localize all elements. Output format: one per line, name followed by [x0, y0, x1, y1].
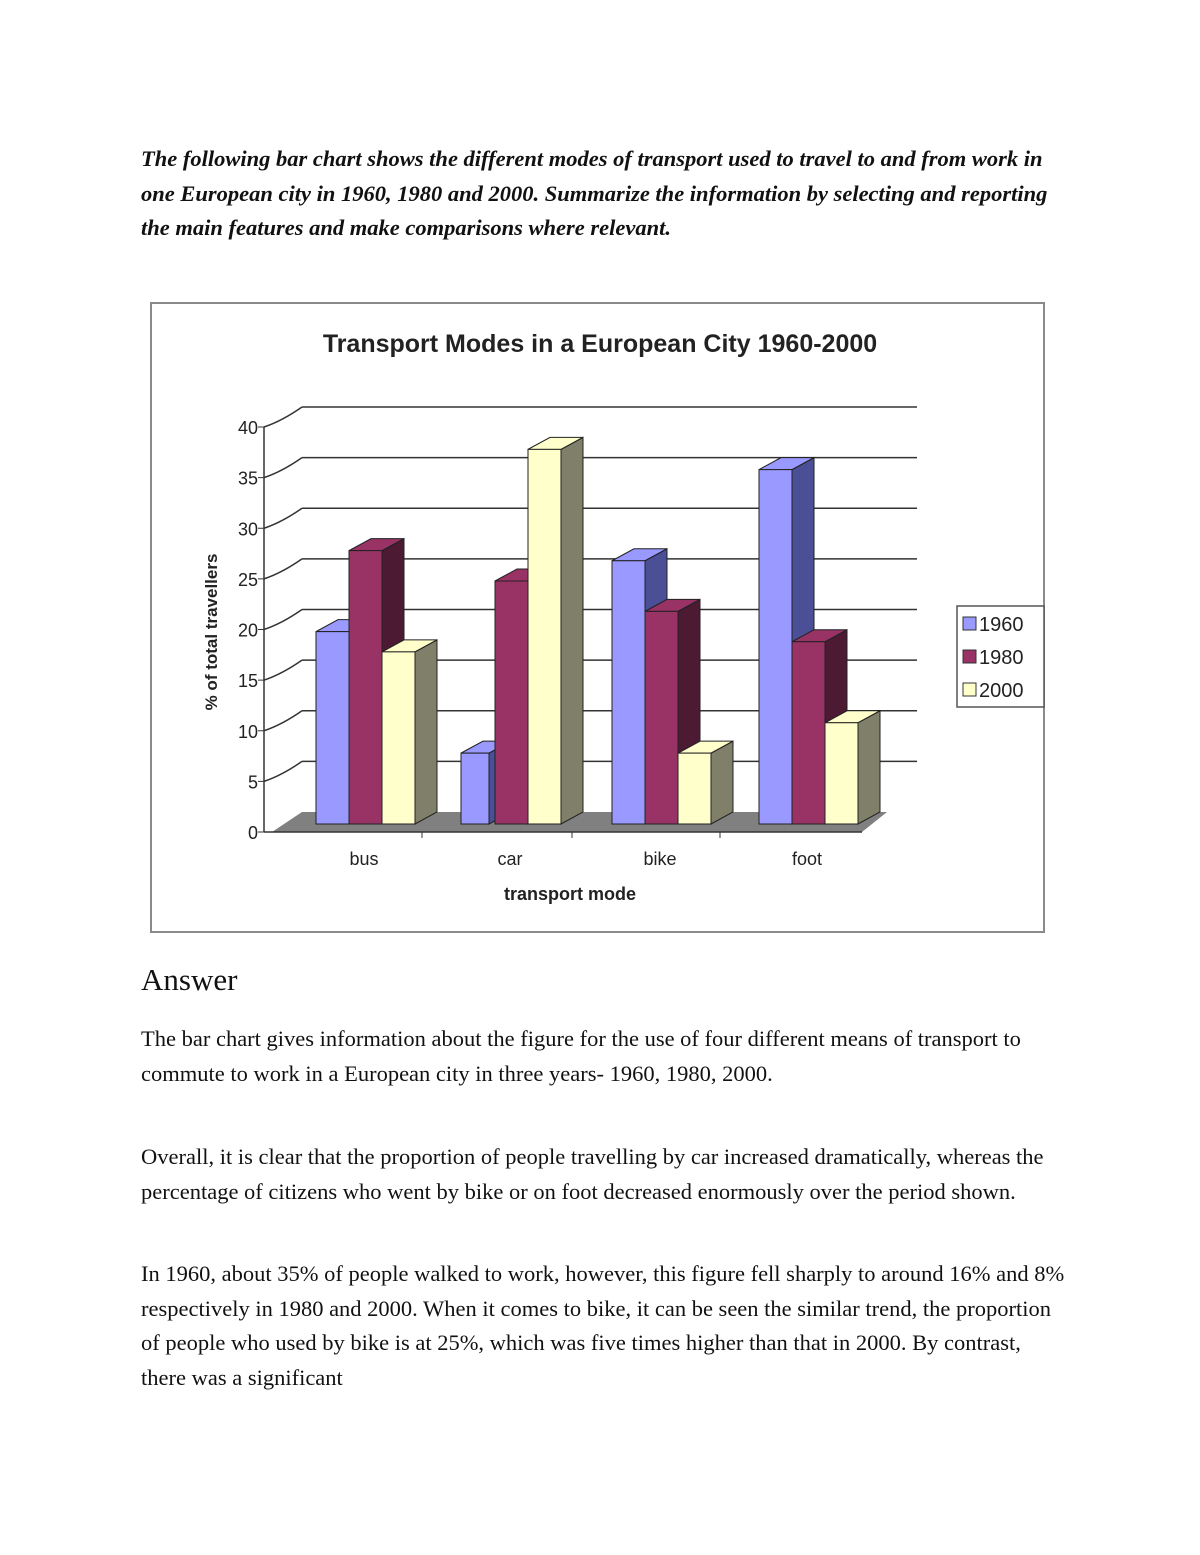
x-tick-label-car: car	[497, 849, 523, 869]
gridline-depth	[264, 407, 302, 427]
x-tick-label-bike: bike	[643, 849, 677, 869]
bar-front	[759, 470, 792, 824]
chart-title: Transport Modes in a European City 1960-2000	[322, 330, 878, 358]
legend-label-2000: 2000	[979, 680, 1024, 702]
bar-side	[415, 640, 437, 824]
bar-front	[349, 551, 382, 824]
bar-front	[645, 611, 678, 824]
question-prompt: The following bar chart shows the different modes of transport used to travel to and from work in one European city in 1960, 1980 and 2000. Summarize the information by selecting and reporting the main features and make comparisons where relevant.	[141, 146, 1048, 240]
y-tick-label: 0	[247, 823, 258, 843]
bar-side	[561, 437, 583, 824]
x-tick-label-bus: bus	[349, 849, 379, 869]
legend-label-1980: 1980	[979, 647, 1024, 669]
bar-chart	[150, 302, 1045, 933]
y-tick-label: 20	[237, 620, 258, 641]
legend-label-1960: 1960	[979, 614, 1024, 636]
bar-bus-2000	[382, 640, 437, 824]
bar-front	[316, 632, 349, 824]
gridline-depth	[264, 761, 302, 781]
answer-heading: Answer	[141, 962, 238, 997]
y-tick-label: 15	[237, 671, 258, 692]
legend-swatch-2000	[963, 683, 976, 696]
bar-front	[382, 652, 415, 824]
bar-front	[495, 581, 528, 824]
bar-bike-2000	[678, 741, 733, 824]
bar-car-2000	[528, 437, 583, 824]
bar-front	[461, 753, 489, 824]
gridline-depth	[264, 610, 302, 630]
bar-front	[825, 723, 858, 824]
y-tick-label: 30	[237, 519, 258, 540]
y-axis-label: % of total travellers	[202, 553, 221, 711]
y-tick-label: 40	[237, 418, 258, 438]
paragraph-intro: The bar chart gives information about the figure for the use of four different means of transport to commute to work in a European city in three years- 1960, 1980, 2000.	[141, 1026, 1021, 1086]
gridline-depth	[264, 458, 302, 478]
legend-swatch-1960	[963, 617, 976, 630]
y-tick-label: 35	[237, 468, 258, 489]
bar-front	[612, 561, 645, 824]
paragraph-overview: Overall, it is clear that the proportion of people travelling by car increased dramatically, whereas the percentage of citizens who went by bike or on foot decreased enormously over the period shown.	[141, 1144, 1044, 1204]
legend	[957, 606, 1044, 707]
y-tick-label: 25	[237, 569, 258, 590]
bar-front	[528, 449, 561, 824]
bar-side	[858, 711, 880, 824]
legend-swatch-1980	[963, 650, 976, 663]
paragraph-details: In 1960, about 35% of people walked to work, however, this figure fell sharply to around 16% and 8% respectively in 1980 and 2000. When it comes to bike, it can be seen the similar trend, the proportion of people who used by bike is at 25%, which was five times higher than that in 2000. By contrast, there was a significant	[141, 1261, 1065, 1390]
gridline-depth	[264, 508, 302, 528]
y-tick-label: 10	[237, 721, 258, 742]
bar-side	[711, 741, 733, 824]
bar-front	[678, 753, 711, 824]
x-tick-label-foot: foot	[791, 849, 823, 869]
gridline-depth	[264, 711, 302, 731]
y-tick-label: 5	[247, 772, 258, 793]
gridline-depth	[264, 559, 302, 579]
bar-foot-2000	[825, 711, 880, 824]
x-axis-label: transport mode	[503, 884, 637, 904]
gridline-depth	[264, 660, 302, 680]
bar-front	[792, 642, 825, 824]
